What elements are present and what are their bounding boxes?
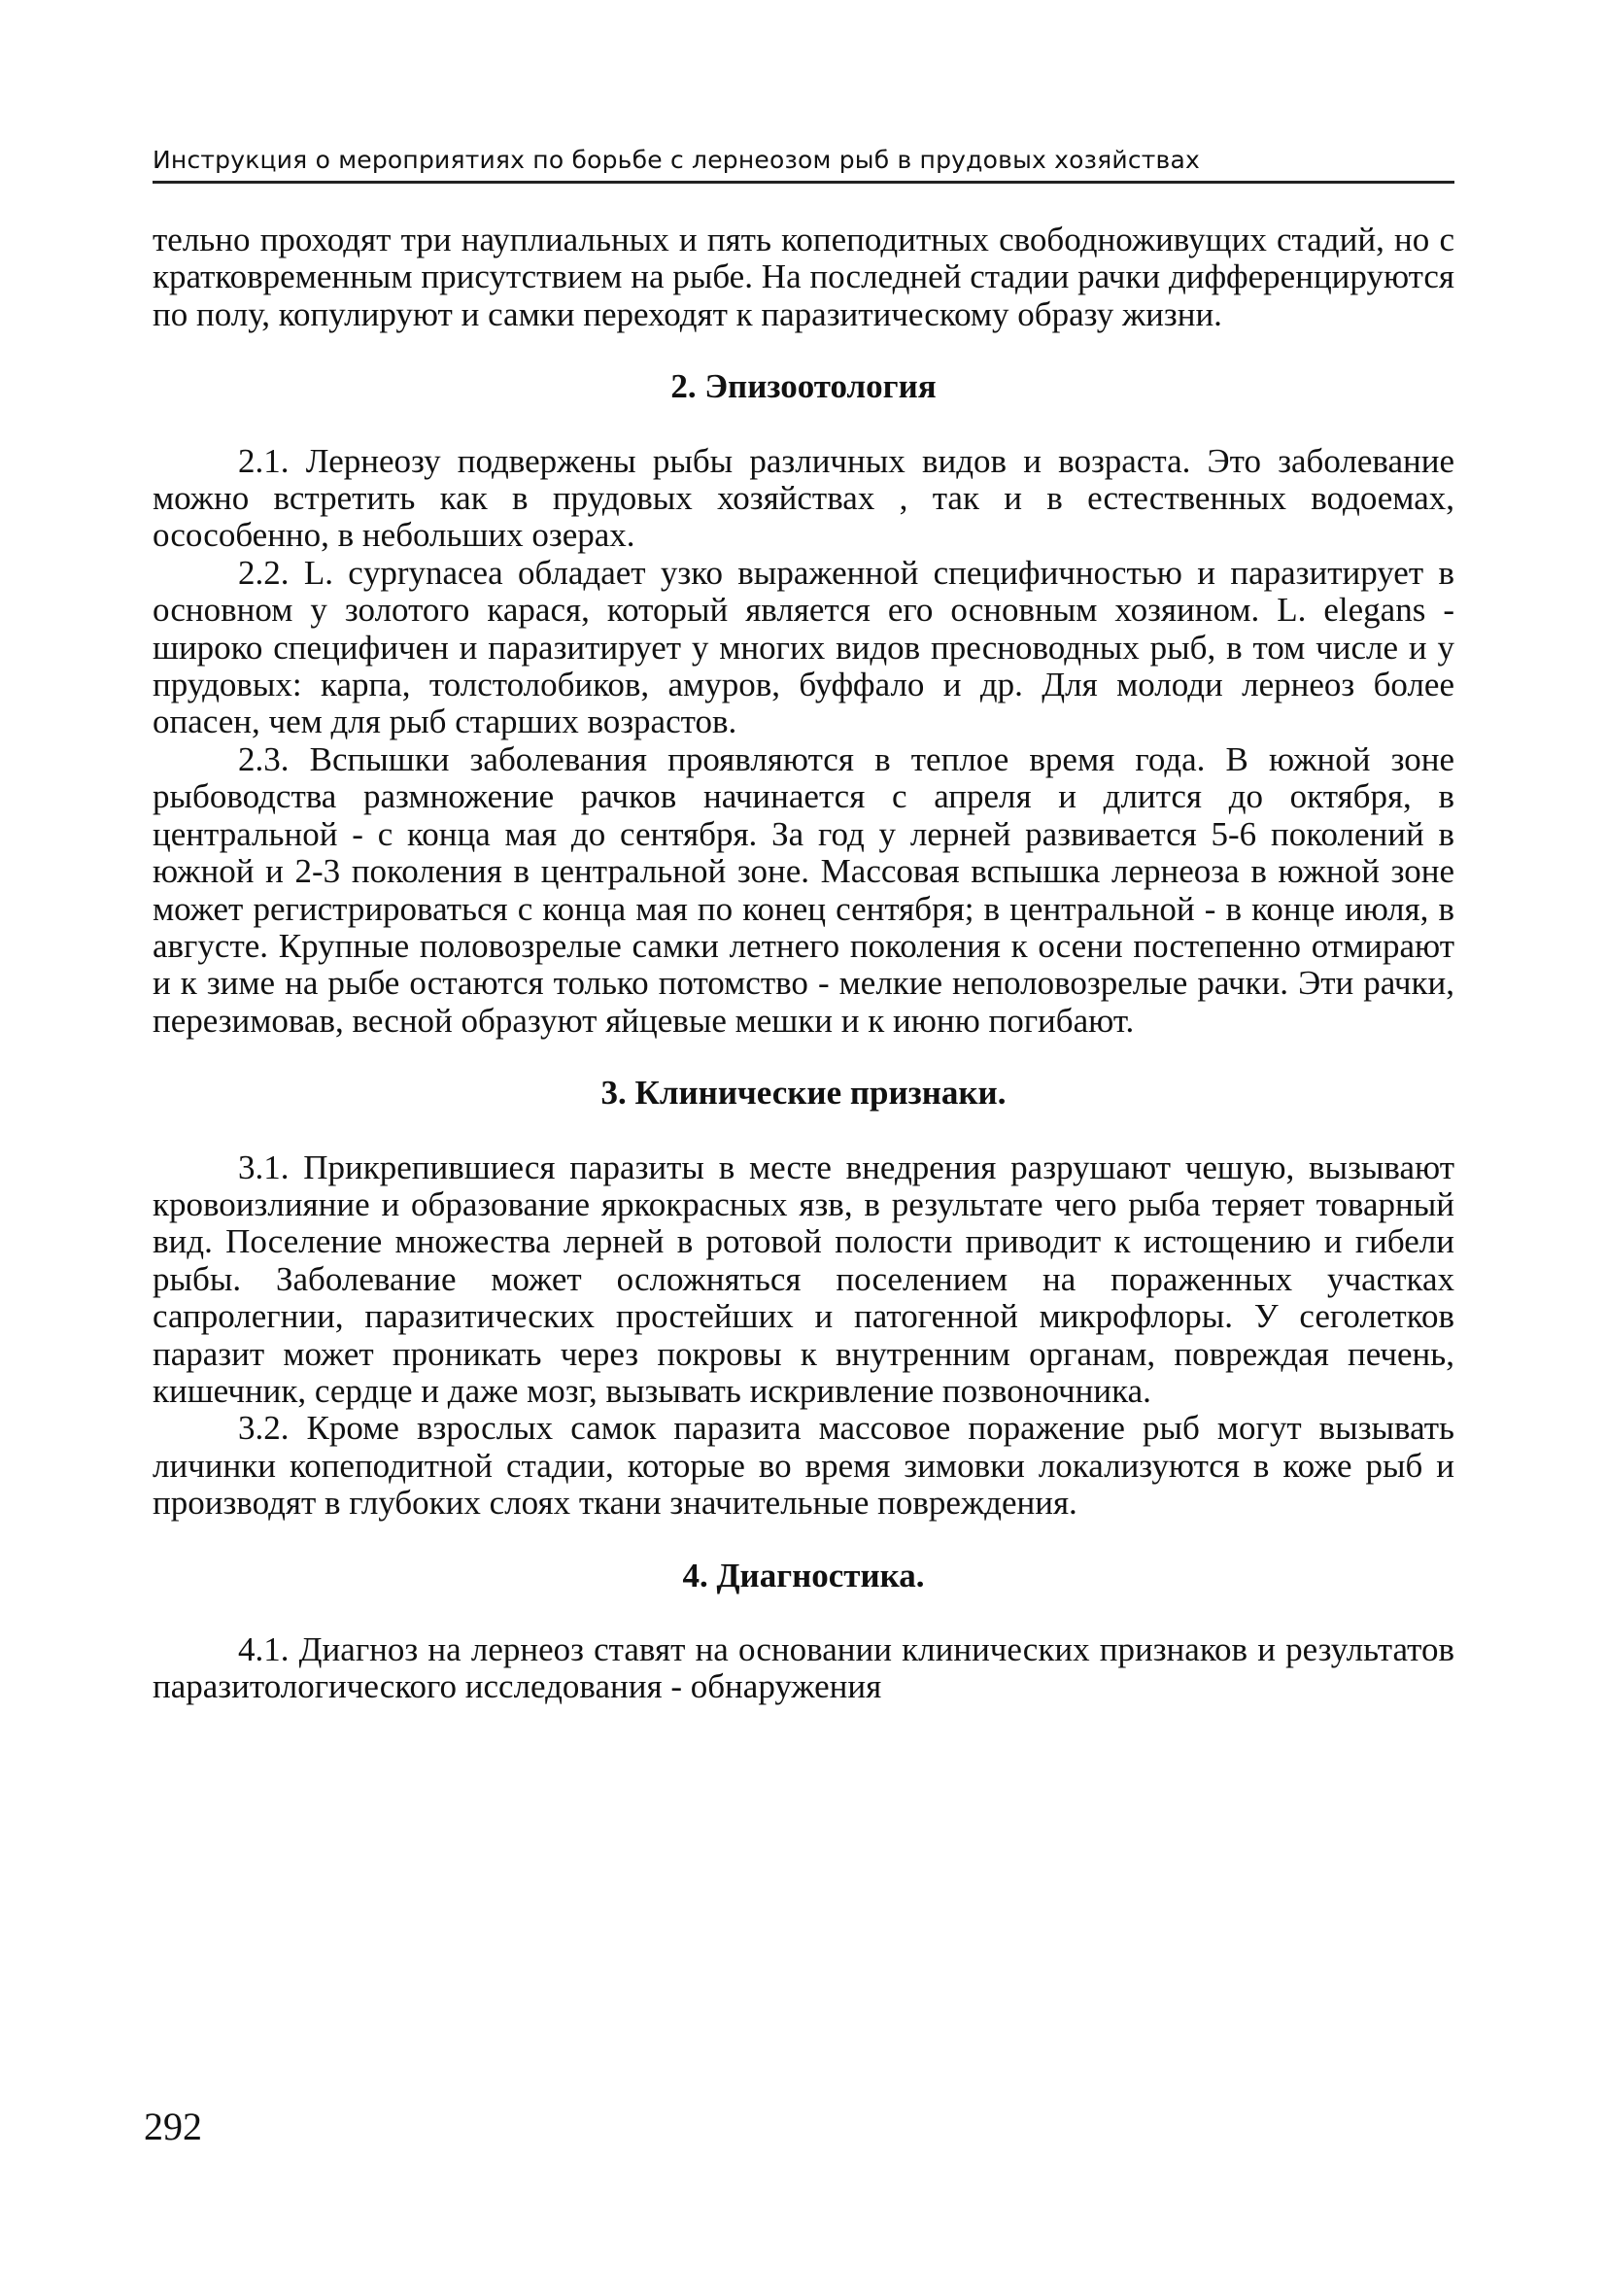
section-heading: 4. Диагностика.: [682, 1556, 925, 1594]
paragraph-4-1: 4.1. Диагноз на лернеоз ставят на основании клинических признаков и результатов паразитологического исследования - обнаружения: [153, 1630, 1454, 1706]
intro-paragraph: тельно проходят три науплиальных и пять копеподитных свободноживущих стадий, но с кратковременным присутствием на рыбе. На последней стадии рачки дифференцируются по полу, копулируют и самки переходят к паразитическому образу жизни.: [153, 221, 1454, 333]
section-epizootology: [153, 368, 1454, 1040]
section-heading: 2. Эпизоотология: [670, 367, 937, 406]
header-rule: [153, 181, 1454, 184]
section-heading: 3. Клинические признаки.: [600, 1074, 1007, 1113]
paragraph-2-2: 2.2. L. cyprynacea обладает узко выраженной специфичностью и паразитирует в основном у золотого карася, который является его основным хозяином. L. elegans - широко специфичен и паразитирует у многих видов пресноводных рыб, в том числе и у прудовых: карпа, толстолобиков, амуров, буффало и др. Для молоди лернеоз более опасен, чем для рыб старших возрастов.: [153, 553, 1454, 741]
paragraph-3-1: 3.1. Прикрепившиеся паразиты в месте внедрения разрушают чешую, вызывают кровоизлияние и образование яркокрасных язв, в результате чего рыба теряет товарный вид. Поселение множества лерней в ротовой полости приводит к истощению и гибели рыбы. Заболевание может осложняться поселением на пораженных участках сапролегнии, паразитических простейших и патогенной микрофлоры. У сеголетков паразит может проникать через покровы к внутренним органам, повреждая печень, кишечник, сердце и даже мозг, вызывать искривление позвоночника.: [153, 1148, 1454, 1410]
page-body: [153, 222, 1454, 1706]
paragraph-2-3: 2.3. Вспышки заболевания проявляются в теплое время года. В южной зоне рыбоводства размножение рачков начинается с апреля и длится до октября, в центральной - с конца мая до сентября. За год у лерней развивается 5-6 поколений в южной и 2-3 поколения в центральной зоне. Массовая вспышка лернеоза в южной зоне может регистрироваться с конца мая по конец сентября; в центральной - в конце июля, в августе. Крупные половозрелые самки летнего поколения к осени постепенно отмирают и к зиме на рыбе остаются только потомство - мелкие неполовозрелые рачки. Эти рачки, перезимовав, весной образуют яйцевые мешки и к июню погибают.: [153, 739, 1454, 1040]
page-number: 292: [144, 2105, 202, 2148]
running-header: Инструкция о мероприятиях по борьбе с лернеозом рыб в прудовых хозяйствах: [153, 146, 1200, 174]
section-clinical-signs: [153, 1075, 1454, 1522]
paragraph-2-1: 2.1. Лернеозу подвержены рыбы различных видов и возраста. Это заболевание можно встретить как в прудовых хозяйствах , так и в естественных водоемах, осособенно, в небольших озерах.: [153, 441, 1454, 555]
paragraph-3-2: 3.2. Кроме взрослых самок паразита массовое поражение рыб могут вызывать личинки копеподитной стадии, которые во время зимовки локализуются в коже рыб и производят в глубоких слоях ткани значительные повреждения.: [153, 1409, 1454, 1523]
section-diagnostics: [153, 1558, 1454, 1706]
